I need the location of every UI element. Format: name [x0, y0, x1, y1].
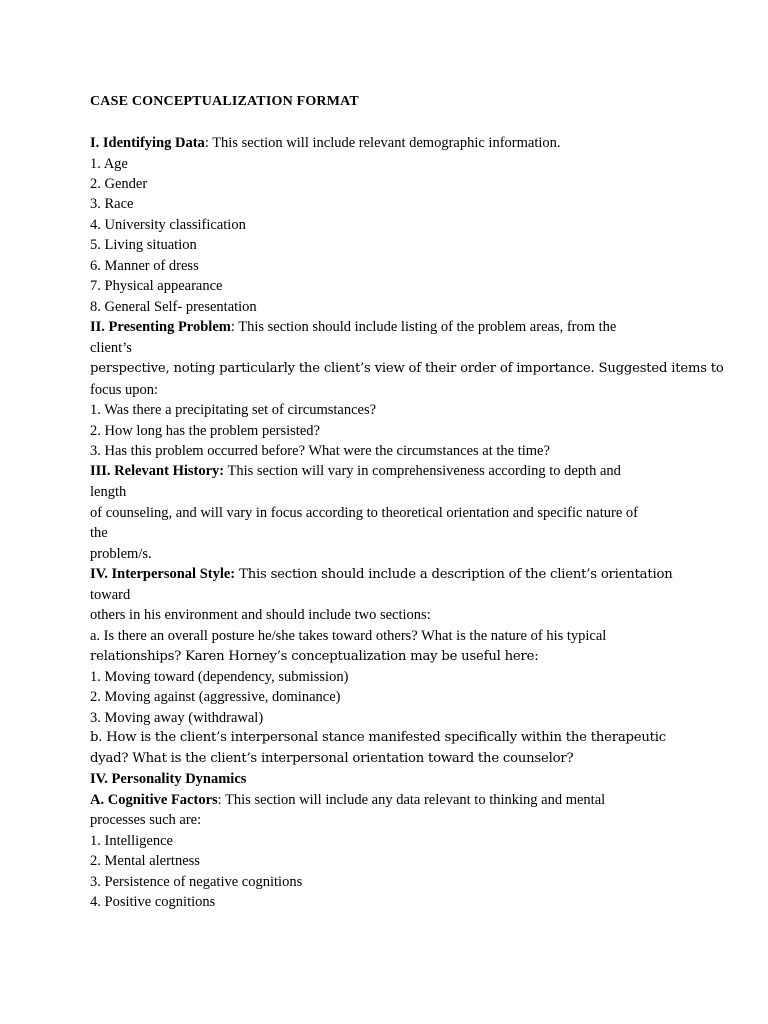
section-heading: III. Relevant History:: [90, 463, 225, 479]
paragraph-line: length: [90, 484, 127, 500]
list-item: 3. Has this problem occurred before? What were the circumstances at the time?: [90, 443, 550, 459]
paragraph-line: processes such are:: [90, 812, 202, 828]
list-item: 7. Physical appearance: [90, 278, 223, 294]
section-heading: I. Identifying Data: [90, 135, 205, 151]
list-item: 3. Persistence of negative cognitions: [90, 874, 303, 890]
section-intro: : This section will include relevant demographic information.: [204, 135, 561, 151]
section-intro: : This section should include listing of the problem areas, from the: [230, 319, 617, 335]
list-item: 1. Intelligence: [90, 833, 173, 849]
list-item: 2. Moving against (aggressive, dominance): [90, 689, 341, 705]
list-item: 4. Positive cognitions: [90, 894, 216, 910]
list-item: 1. Moving toward (dependency, submission): [90, 669, 349, 685]
section-cognitive-factors: [90, 793, 605, 808]
paragraph-line: problem/s.: [90, 546, 152, 562]
section-relevant-history: [90, 464, 621, 479]
paragraph-line: dyad? What is the client’s interpersonal orientation toward the counselor?: [90, 751, 574, 766]
paragraph-line: client’s: [90, 340, 132, 356]
paragraph-line: focus upon:: [90, 382, 159, 398]
list-item: 2. Mental alertness: [90, 853, 200, 869]
section-intro: : This section will include any data relevant to thinking and mental: [217, 792, 606, 808]
paragraph-line: a. Is there an overall posture he/she takes toward others? What is the nature of his typical: [90, 628, 607, 644]
section-heading: IV. Personality Dynamics: [90, 771, 247, 787]
list-item: 1. Age: [90, 156, 128, 172]
list-item: 4. University classification: [90, 217, 246, 233]
list-item: 1. Was there a precipitating set of circumstances?: [90, 402, 377, 418]
subsection-heading: A. Cognitive Factors: [90, 792, 218, 808]
section-presenting-problem: [90, 320, 616, 335]
section-interpersonal-style: [90, 567, 673, 582]
paragraph-line: of counseling, and will vary in focus according to theoretical orientation and specific nature of: [90, 505, 638, 521]
list-item: 8. General Self- presentation: [90, 299, 257, 315]
paragraph-line: b. How is the client’s interpersonal stance manifested specifically within the therapeutic: [90, 730, 666, 745]
paragraph-line: others in his environment and should include two sections:: [90, 607, 431, 623]
paragraph-line: toward: [90, 587, 131, 603]
section-identifying-data: [90, 136, 561, 151]
list-item: 6. Manner of dress: [90, 258, 199, 274]
document-title: CASE CONCEPTUALIZATION FORMAT: [90, 94, 359, 109]
paragraph-line: relationships? Karen Horney’s conceptualization may be useful here:: [90, 649, 539, 664]
list-item: 2. Gender: [90, 176, 148, 192]
paragraph-line: perspective, noting particularly the client’s view of their order of importance. Suggested items to: [90, 361, 724, 376]
list-item: 2. How long has the problem persisted?: [90, 423, 320, 439]
section-heading: II. Presenting Problem: [90, 319, 231, 335]
list-item: 5. Living situation: [90, 237, 197, 253]
list-item: 3. Race: [90, 196, 134, 212]
list-item: 3. Moving away (withdrawal): [90, 710, 264, 726]
section-intro: This section will vary in comprehensiveness according to depth and: [224, 463, 621, 479]
paragraph-line: the: [90, 525, 108, 541]
section-intro: This section should include a description of the client’s orientation: [235, 567, 673, 582]
section-heading: IV. Interpersonal Style:: [90, 566, 236, 582]
